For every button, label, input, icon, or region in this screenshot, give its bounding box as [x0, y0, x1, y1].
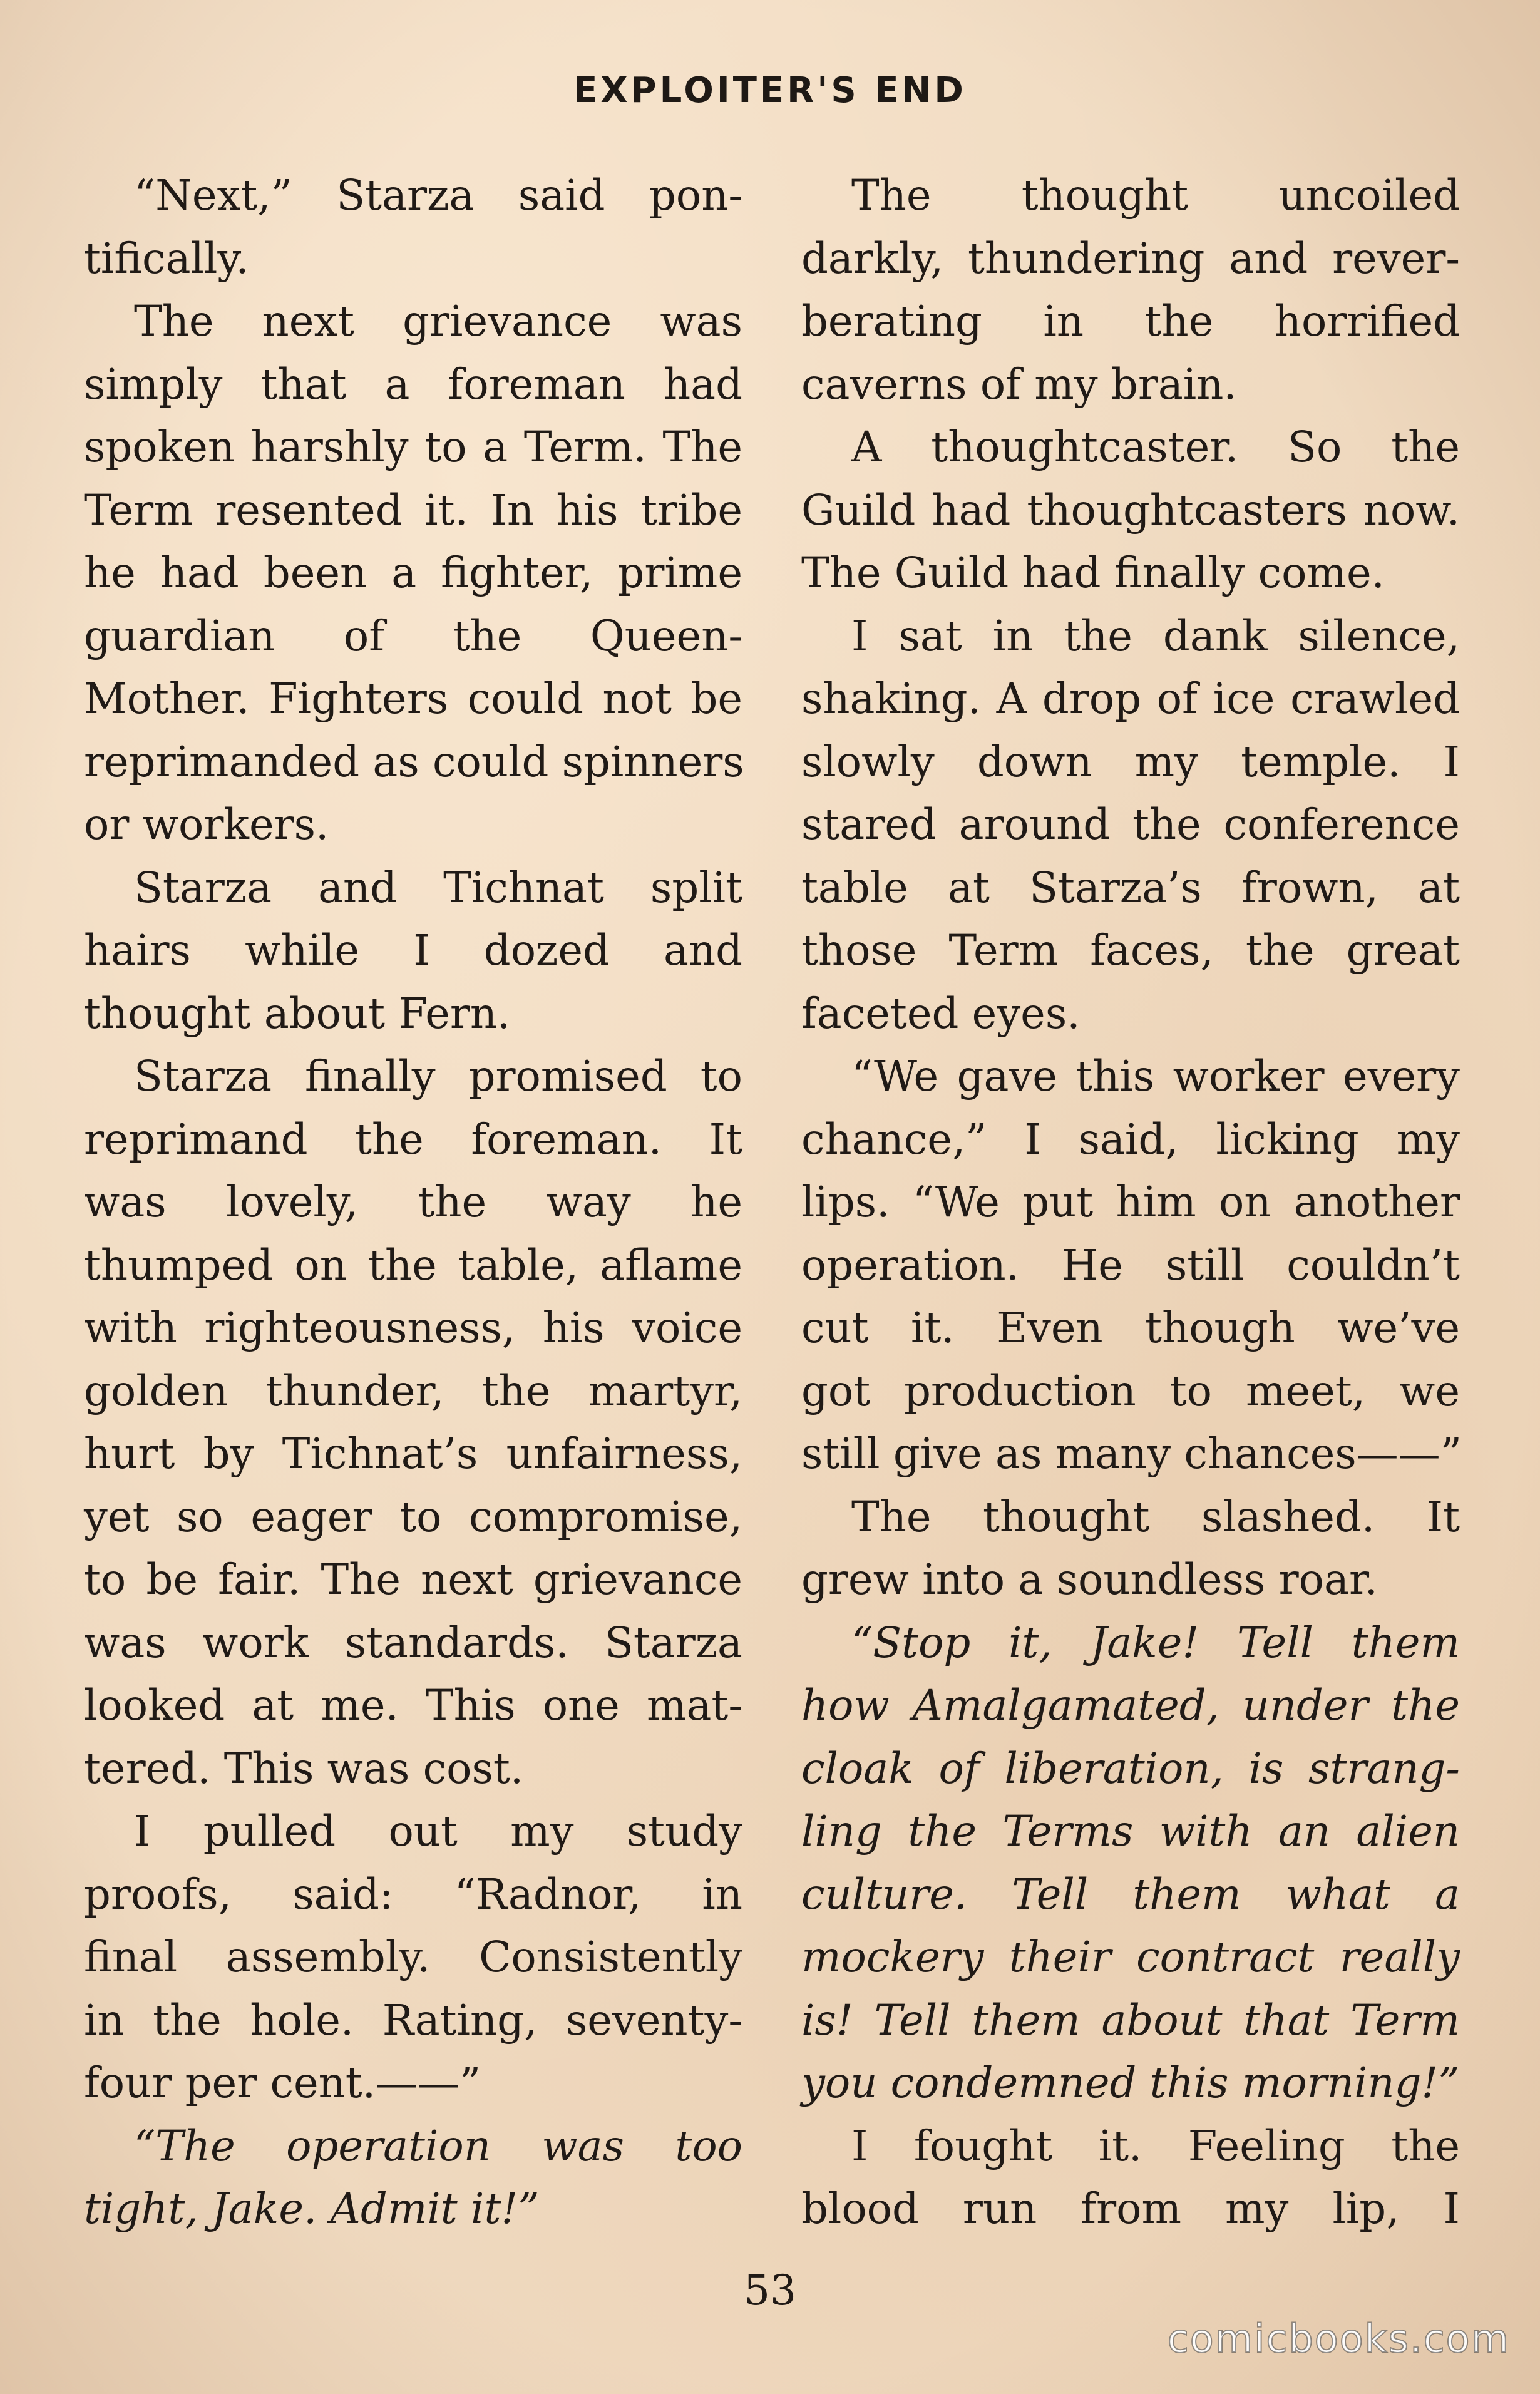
text-line: mockery their contract really — [801, 1933, 1460, 1981]
text-line: grew into a soundless roar. — [801, 1555, 1378, 1604]
text-line: how Amalgamated, under the — [801, 1681, 1460, 1730]
text-line: stared around the conference — [801, 800, 1460, 849]
text-line: Starza finally promised to — [134, 1052, 742, 1101]
text-line: operation. He still couldn’t — [801, 1240, 1460, 1290]
text-line: spoken harshly to a Term. The — [84, 423, 742, 471]
text-line: got production to meet, we — [801, 1366, 1460, 1415]
text-column-right — [801, 164, 1460, 2241]
text-line: “We gave this worker every — [851, 1052, 1460, 1101]
text-line: to be fair. The next grievance — [84, 1555, 742, 1604]
text-line: is! Tell them about that Term — [801, 1995, 1460, 2045]
text-line: four per cent.——” — [84, 2058, 481, 2107]
text-line: golden thunder, the martyr, — [84, 1366, 742, 1415]
text-line: “Stop it, Jake! Tell them — [851, 1618, 1460, 1667]
text-line: you condemned this morning!” — [801, 2058, 1460, 2107]
text-line: cut it. Even though we’ve — [801, 1303, 1460, 1352]
text-line: table at Starza’s frown, at — [801, 863, 1460, 912]
text-line: was work standards. Starza — [84, 1618, 742, 1667]
text-line: Term resented it. In his tribe — [84, 485, 742, 535]
text-line: thought about Fern. — [84, 989, 511, 1038]
text-line: Guild had thoughtcasters now. — [801, 485, 1460, 535]
text-line: tight, Jake. Admit it!” — [84, 2184, 540, 2233]
text-line: The thought slashed. It — [851, 1492, 1460, 1541]
text-line: was lovely, the way he — [84, 1178, 742, 1226]
text-line: reprimand the foreman. It — [84, 1114, 742, 1164]
text-line: still give as many chances——” — [801, 1429, 1462, 1478]
text-line: proofs, said: “Radnor, in — [84, 1869, 742, 1919]
text-line: darkly, thundering and rever- — [801, 234, 1460, 283]
watermark: comicbooks.com — [1167, 2316, 1510, 2361]
text-line: blood run from my lip, I — [801, 2184, 1460, 2233]
text-line: “Next,” Starza said pon- — [134, 171, 742, 220]
text-line: caverns of my brain. — [801, 359, 1237, 409]
text-line: in the hole. Rating, seventy- — [84, 1995, 742, 2045]
text-line: thumped on the table, aflame — [84, 1240, 742, 1290]
text-line: Mother. Fighters could not be — [84, 674, 742, 723]
text-line: I sat in the dank silence, — [851, 611, 1460, 660]
text-line: yet so eager to compromise, — [84, 1492, 742, 1541]
page-number: 53 — [744, 2266, 796, 2314]
text-line: Starza and Tichnat split — [134, 863, 742, 912]
text-line: The next grievance was — [134, 297, 742, 346]
text-line: berating in the horrified — [801, 297, 1460, 346]
text-line: or workers. — [84, 800, 329, 849]
text-line: The thought uncoiled — [851, 171, 1460, 220]
text-line: shaking. A drop of ice crawled — [801, 674, 1460, 723]
text-line: with righteousness, his voice — [84, 1303, 742, 1352]
text-line: lips. “We put him on another — [801, 1178, 1460, 1226]
text-line: “The operation was too — [134, 2121, 742, 2171]
text-line: cloak of liberation, is strang- — [801, 1744, 1460, 1793]
text-line: culture. Tell them what a — [801, 1869, 1460, 1919]
text-line: hairs while I dozed and — [84, 926, 742, 975]
text-line: those Term faces, the great — [801, 926, 1460, 975]
text-column-left — [84, 164, 742, 2241]
text-line: faceted eyes. — [801, 989, 1081, 1038]
text-line: hurt by Tichnat’s unfairness, — [84, 1429, 742, 1478]
text-line: The Guild had finally come. — [801, 548, 1385, 597]
text-line: tifically. — [84, 234, 249, 283]
text-line: looked at me. This one mat- — [84, 1681, 742, 1730]
text-line: slowly down my temple. I — [801, 737, 1460, 786]
text-line: chance,” I said, licking my — [801, 1114, 1460, 1164]
text-line: reprimanded as could spinners — [84, 737, 744, 786]
text-line: I fought it. Feeling the — [851, 2121, 1460, 2171]
running-head: EXPLOITER'S END — [573, 70, 967, 111]
text-line: tered. This was cost. — [84, 1744, 524, 1793]
text-line: ling the Terms with an alien — [801, 1807, 1460, 1856]
text-line: A thoughtcaster. So the — [851, 423, 1460, 471]
text-line: final assembly. Consistently — [84, 1933, 742, 1981]
text-line: simply that a foreman had — [84, 359, 742, 409]
text-line: he had been a fighter, prime — [84, 548, 742, 597]
text-line: I pulled out my study — [134, 1807, 742, 1856]
text-line: guardian of the Queen- — [84, 611, 742, 660]
